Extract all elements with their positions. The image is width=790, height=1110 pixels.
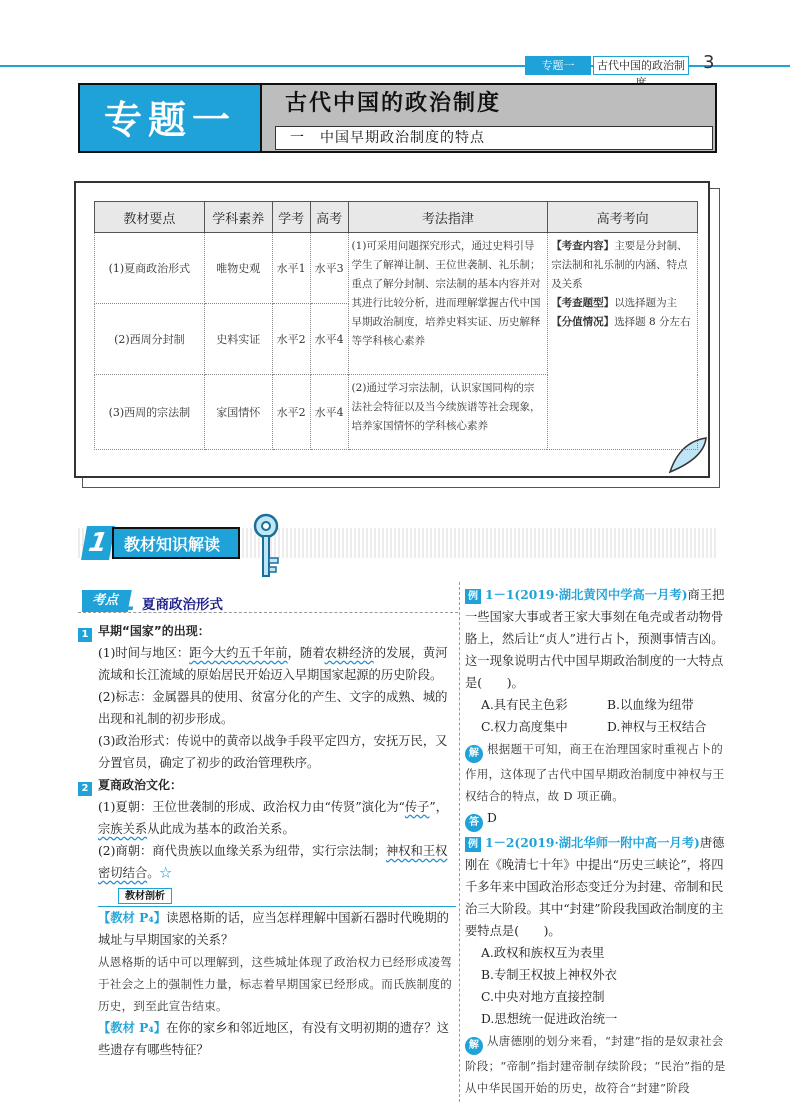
- overview-table: [94, 201, 698, 450]
- question-text: 在你的家乡和邻近地区，有没有文明初期的遗存？这些遗存有哪些特征？: [98, 1021, 449, 1057]
- table-header-row: [95, 202, 698, 233]
- cell-point: (2)西周分封制: [95, 304, 205, 375]
- paragraph: [78, 642, 456, 686]
- direction-text: 主要是分封制、宗法制和礼乐制的内涵、特点及关系: [551, 240, 688, 290]
- question: [78, 907, 456, 951]
- example-id: 1－1(2019·湖北黄冈中学高一月考): [485, 587, 688, 602]
- example-text: 唐德刚在《晚清七十年》中提出“历史三峡论”，将四千多年来中国政治形态变迁分为封建、帝制和民治三大阶段。其中“封建”阶段我国政治制度的主要特点是( )。: [465, 836, 725, 938]
- cell-xuekao: 水平2: [272, 375, 310, 450]
- option: B.以血缘为纽带: [607, 698, 694, 712]
- point-heading: [78, 774, 456, 796]
- col-header: 高考考向: [548, 202, 698, 233]
- key-phrase: 宗族关系: [98, 822, 148, 836]
- answer-text: D: [487, 811, 497, 825]
- answer: 从恩格斯的话中可以理解到，这些城址体现了政治权力已经形成凌驾于社会之上的强制性力量，标志着早期国家已经形成。而氏族制度的历史，到至此宣告结束。: [98, 955, 452, 1013]
- cell-point: (1)夏商政治形式: [95, 233, 205, 304]
- option: A.政权和族权互为表里: [481, 946, 605, 960]
- option: D.思想统一促进政治统一: [481, 1012, 618, 1026]
- paragraph: [78, 840, 456, 884]
- key-phrase: 传子: [404, 800, 430, 814]
- kaodian-tag: 考点: [82, 590, 128, 612]
- cell-literacy: 家国情怀: [204, 375, 272, 450]
- example-id: 1－2(2019·湖北华师一附中高一月考): [485, 835, 700, 850]
- chapter-title: 古代中国的政治制度: [285, 91, 502, 116]
- text: 的发展，黄河流域和长江流域的原始居民开始迈入早期国家起源的历史阶段。: [98, 646, 448, 682]
- column-divider: [459, 582, 460, 1102]
- text: 从此成为基本的政治关系。: [147, 822, 295, 836]
- page-number: 3: [703, 52, 715, 73]
- cell-guide-1: (1)可采用问题探究形式，通过史料引导学生了解禅让制、王位世袭制、礼乐制；重点了解分封制、宗法制的基本内容并对其进行比较分析，进而理解掌握古代中国早期政治制度，培养史料实证、历史解释等学科核心素养: [348, 233, 548, 375]
- question-label: 【教材 P₄】: [98, 910, 167, 925]
- text: ”，: [429, 800, 449, 814]
- question: [78, 1017, 456, 1061]
- kaodian-number: 1: [117, 584, 137, 617]
- col-header: 考法指津: [348, 202, 548, 233]
- example-tag: 例: [465, 837, 481, 852]
- option: B.专制王权披上神权外衣: [481, 968, 617, 982]
- kaodian-title: 夏商政治形式: [142, 597, 223, 613]
- direction-item: [551, 237, 694, 294]
- text: (2)商朝：商代贵族以血缘关系为纽带，实行宗法制；: [98, 844, 386, 858]
- direction-label: 【考查题型】: [551, 297, 615, 309]
- direction-text: 选择题 8 分左右: [614, 316, 691, 328]
- explanation-badge: 解: [465, 1037, 483, 1055]
- text: (1)时间与地区：: [98, 646, 190, 660]
- point-title: 早期“国家”的出现：: [98, 624, 210, 638]
- direction-item: [551, 294, 694, 313]
- option: D.神权与王权结合: [607, 720, 707, 734]
- cell-xuekao: 水平1: [272, 233, 310, 304]
- star-icon: ☆: [159, 866, 172, 880]
- option: C.中央对地方直接控制: [481, 990, 605, 1004]
- point-title: 夏商政治文化：: [98, 778, 183, 792]
- col-header: 教材要点: [95, 202, 205, 233]
- section-title: 教材知识解读: [112, 527, 240, 559]
- cell-gaokao: 水平3: [310, 233, 348, 304]
- option: A.具有民主色彩: [481, 698, 568, 712]
- question-text: 读恩格斯的话，应当怎样理解中国新石器时代晚期的城址与早期国家的关系？: [98, 911, 449, 947]
- option: C.权力高度集中: [481, 720, 568, 734]
- right-column: [465, 584, 733, 1099]
- key-icon: [248, 512, 284, 582]
- table-row: [95, 233, 698, 304]
- direction-label: 【分值情况】: [551, 316, 615, 328]
- direction-text: 以选择题为主: [614, 297, 678, 309]
- cell-literacy: 史料实证: [204, 304, 272, 375]
- header-subtitle: 古代中国的政治制: [593, 56, 689, 75]
- cell-gaokao: 水平4: [310, 375, 348, 450]
- options-row: [465, 716, 733, 738]
- col-header: 高考: [310, 202, 348, 233]
- cell-literacy: 唯物史观: [204, 233, 272, 304]
- explanation-badge: 解: [465, 745, 483, 763]
- explanation-text: 根据题干可知，商王在治理国家时重视占卜的作用，这体现了古代中国早期政治制度中神权与王权结合的特点，故 D 项正确。: [465, 742, 725, 803]
- explanation: [465, 1030, 733, 1099]
- lesson-title: 一 中国早期政治制度的特点: [275, 126, 713, 150]
- key-phrase: 距今大约五千年前: [189, 646, 288, 660]
- kaodian-rule: [78, 612, 458, 613]
- analysis-rule: [98, 884, 456, 907]
- paragraph: (2)标志：金属器具的使用、贫富分化的产生、文字的成熟、城的出现和礼制的初步形成。: [98, 690, 448, 726]
- page-header: [0, 52, 790, 77]
- question-label: 【教材 P₄】: [98, 1020, 167, 1035]
- chapter-label: 专题一: [78, 83, 262, 153]
- example-question: [465, 832, 733, 942]
- analysis-label: 教材剖析: [118, 888, 172, 904]
- cell-xuekao: 水平2: [272, 304, 310, 375]
- cell-point: (3)西周的宗法制: [95, 375, 205, 450]
- answer-badge: 答: [465, 814, 483, 832]
- cell-direction: [548, 233, 698, 450]
- text: (1)夏朝：王位世袭制的形成、政治权力由“传贤”演化为“: [98, 800, 405, 814]
- cell-gaokao: 水平4: [310, 304, 348, 375]
- explanation: [465, 738, 733, 807]
- col-header: 学考: [272, 202, 310, 233]
- key-phrase: 神权和王权密切结合: [98, 844, 448, 880]
- example-tag: 例: [465, 589, 481, 604]
- paragraph: [78, 796, 456, 840]
- point-number: 2: [78, 782, 92, 796]
- left-column: [78, 620, 456, 1061]
- example-question: [465, 584, 733, 694]
- paragraph: (3)政治形式：传说中的黄帝以战争手段平定四方，安抚万民，又分置官员，确定了初步的政治管理秩序。: [98, 734, 448, 770]
- col-header: 学科素养: [204, 202, 272, 233]
- header-tag: 专题一: [525, 56, 591, 75]
- point-heading: [78, 620, 456, 642]
- section-number: 1: [81, 526, 115, 560]
- direction-label: 【考查内容】: [551, 240, 615, 252]
- example-text: 商王把一些国家大事或者王家大事刻在龟壳或者动物骨胳上，然后让“贞人”进行占卜，预测事情吉凶。这一现象说明古代中国早期政治制度的一大特点是( )。: [465, 588, 725, 690]
- direction-item: [551, 313, 694, 332]
- point-number: 1: [78, 628, 92, 642]
- cell-guide-2: (2)通过学习宗法制，认识家国同构的宗法社会特征以及当今续族谱等社会现象，培养家国情怀的学科核心素养: [348, 375, 548, 450]
- text: ，随着: [287, 646, 325, 660]
- options-row: [465, 694, 733, 716]
- explanation-text: 从唐德刚的划分来看，“封建”指的是奴隶社会阶段；“帝制”指封建帝制存续阶段；“民治”指的是从中华民国开始的历史，故符合“封建”阶段: [465, 1034, 726, 1095]
- key-phrase: 农耕经济: [324, 646, 374, 660]
- text: 。: [147, 866, 160, 880]
- answer: [465, 807, 733, 832]
